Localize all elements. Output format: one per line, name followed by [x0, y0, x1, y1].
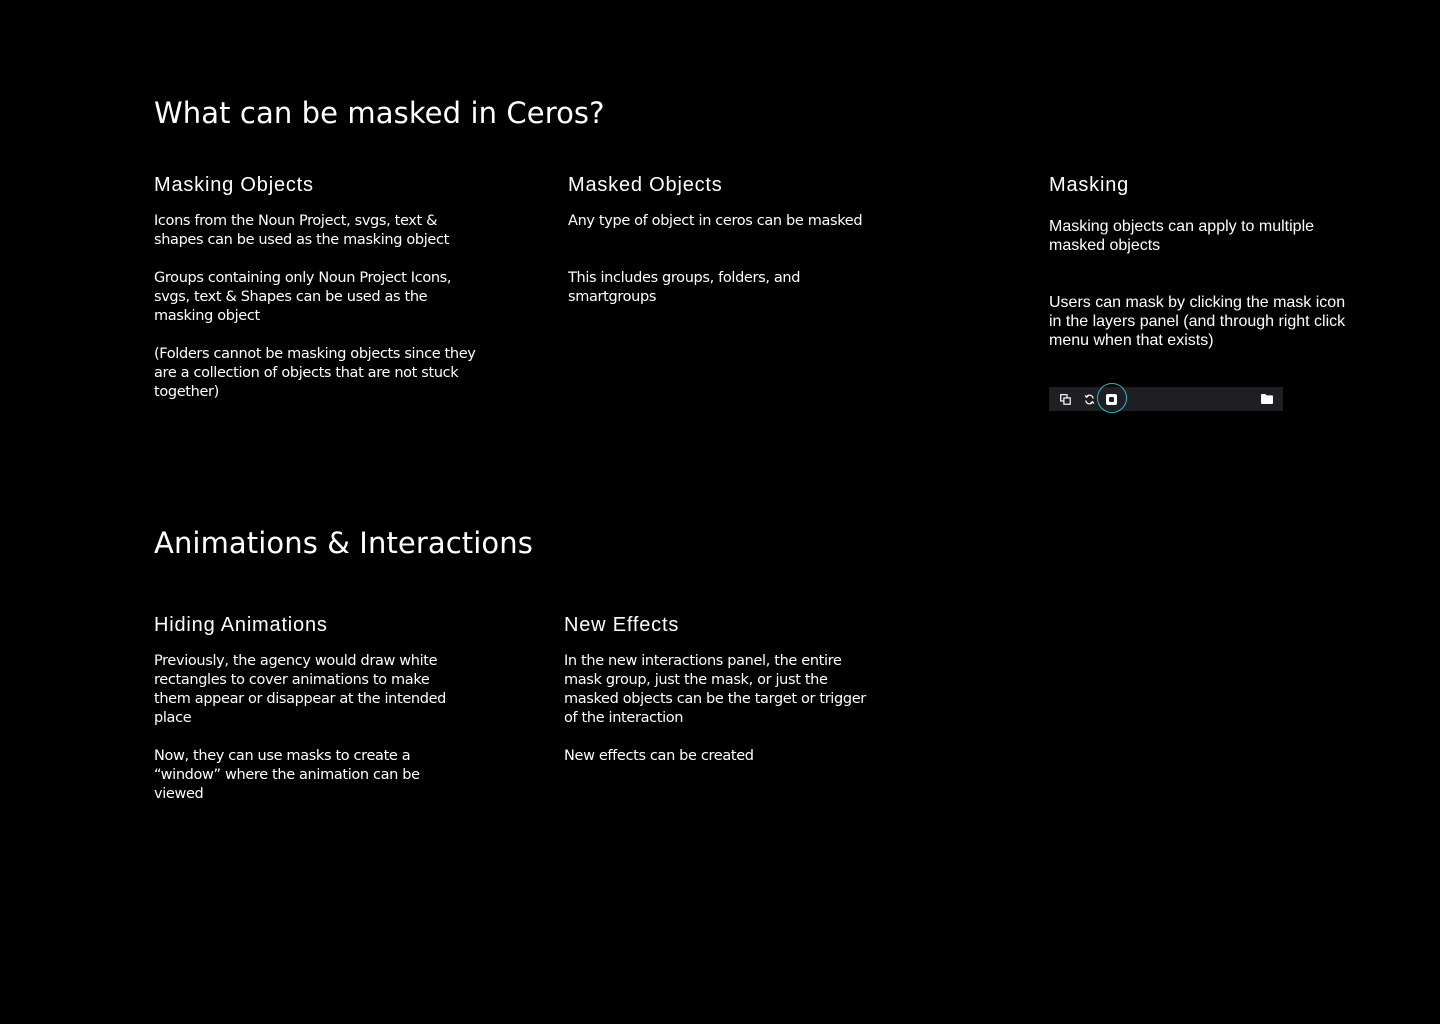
section-title-masking: What can be masked in Ceros? [154, 96, 605, 130]
column-heading: Hiding Animations [154, 614, 328, 636]
paragraph: Masking objects can apply to multiple masked objects [1049, 218, 1315, 254]
paragraph: Previously, the agency would draw white rectangles to cover animations to make them appear or disappear at the intended place [154, 653, 447, 726]
paragraph: Now, they can use masks to create a “window” where the animation can be viewed [154, 748, 420, 802]
layers-panel-toolbar [1049, 387, 1283, 411]
folder-icon[interactable] [1260, 392, 1274, 406]
paragraph: (Folders cannot be masking objects since they are a collection of objects that are not stuck together) [154, 346, 476, 400]
column-heading: Masked Objects [568, 174, 723, 196]
column-hiding-animations [154, 613, 459, 804]
sync-icon[interactable] [1082, 392, 1096, 406]
paragraph: Icons from the Noun Project, svgs, text & shapes can be used as the masking object [154, 213, 449, 248]
duplicate-icon[interactable] [1058, 392, 1072, 406]
column-heading: Masking [1049, 174, 1130, 196]
paragraph: This includes groups, folders, and smartgroups [568, 270, 801, 305]
column-masking [1049, 173, 1359, 350]
column-masked-objects [568, 173, 888, 307]
paragraph: Groups containing only Noun Project Icons, svgs, text & Shapes can be used as the masking object [154, 270, 452, 324]
column-heading: Masking Objects [154, 174, 314, 196]
column-heading: New Effects [564, 614, 680, 636]
paragraph: In the new interactions panel, the entire mask group, just the mask, or just the masked objects can be the target or trigger of the interaction [564, 653, 866, 726]
paragraph: Any type of object in ceros can be masked [568, 213, 863, 229]
paragraph: New effects can be created [564, 748, 754, 764]
paragraph: Users can mask by clicking the mask icon in the layers panel (and through right click menu when that exists) [1049, 294, 1346, 349]
column-masking-objects [154, 173, 484, 402]
mask-icon-highlight [1097, 383, 1127, 413]
column-new-effects [564, 613, 874, 766]
section-title-animations: Animations & Interactions [154, 526, 533, 560]
